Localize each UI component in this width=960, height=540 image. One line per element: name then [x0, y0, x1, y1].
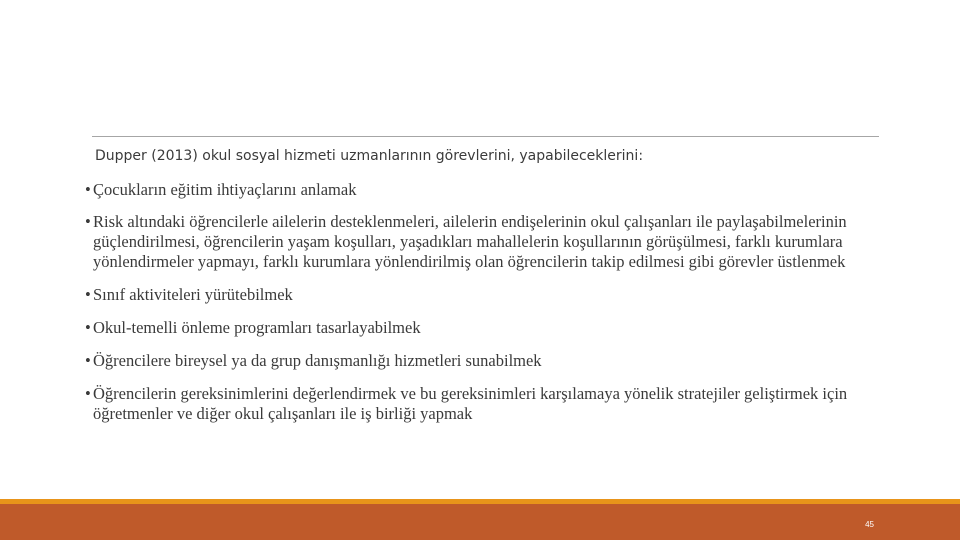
bullet-item [85, 212, 885, 272]
bullet-dot-icon: • [85, 180, 91, 199]
bullet-dot-icon: • [85, 318, 91, 337]
bullet-dot-icon: • [85, 351, 91, 370]
bullet-item [85, 384, 885, 424]
bullet-text: Risk altındaki öğrencilerle ailelerin desteklenmeleri, ailelerin endişelerinin okul çalışanları ile paylaşabilmelerinin güçlendirilmesi, öğrencilerin yaşam koşulları, yaşadıkları mahallelerin koşullarının görüşülmesi, farklı kurumlara yönlendirmeler yapmayı, farklı kurumlara yönlendirilmiş olan öğrencilerin takip edilmesi gibi görevler üstlenmek [93, 212, 847, 271]
bullet-text: Sınıf aktiviteleri yürütebilmek [93, 285, 293, 304]
footer-bar [0, 504, 960, 540]
slide-heading: Dupper (2013) okul sosyal hizmeti uzmanlarının görevlerini, yapabileceklerini: [95, 148, 644, 164]
bullet-dot-icon: • [85, 384, 91, 403]
bullet-list [85, 180, 885, 424]
bullet-text: Okul-temelli önleme programları tasarlayabilmek [93, 318, 421, 337]
bullet-dot-icon: • [85, 212, 91, 231]
bullet-text: Çocukların eğitim ihtiyaçlarını anlamak [93, 180, 357, 199]
bullet-text: Öğrencilerin gereksinimlerini değerlendirmek ve bu gereksinimleri karşılamaya yönelik stratejiler geliştirmek için öğretmenler ve diğer okul çalışanları ile iş birliği yapmak [93, 384, 848, 423]
bullet-dot-icon: • [85, 285, 91, 304]
bullet-text: Öğrencilere bireysel ya da grup danışmanlığı hizmetleri sunabilmek [93, 351, 542, 370]
bullet-item [85, 318, 885, 338]
bullet-item [85, 285, 885, 305]
top-divider [92, 136, 879, 137]
bullet-item [85, 180, 885, 200]
page-number: 45 [865, 520, 874, 529]
bullet-item [85, 351, 885, 371]
